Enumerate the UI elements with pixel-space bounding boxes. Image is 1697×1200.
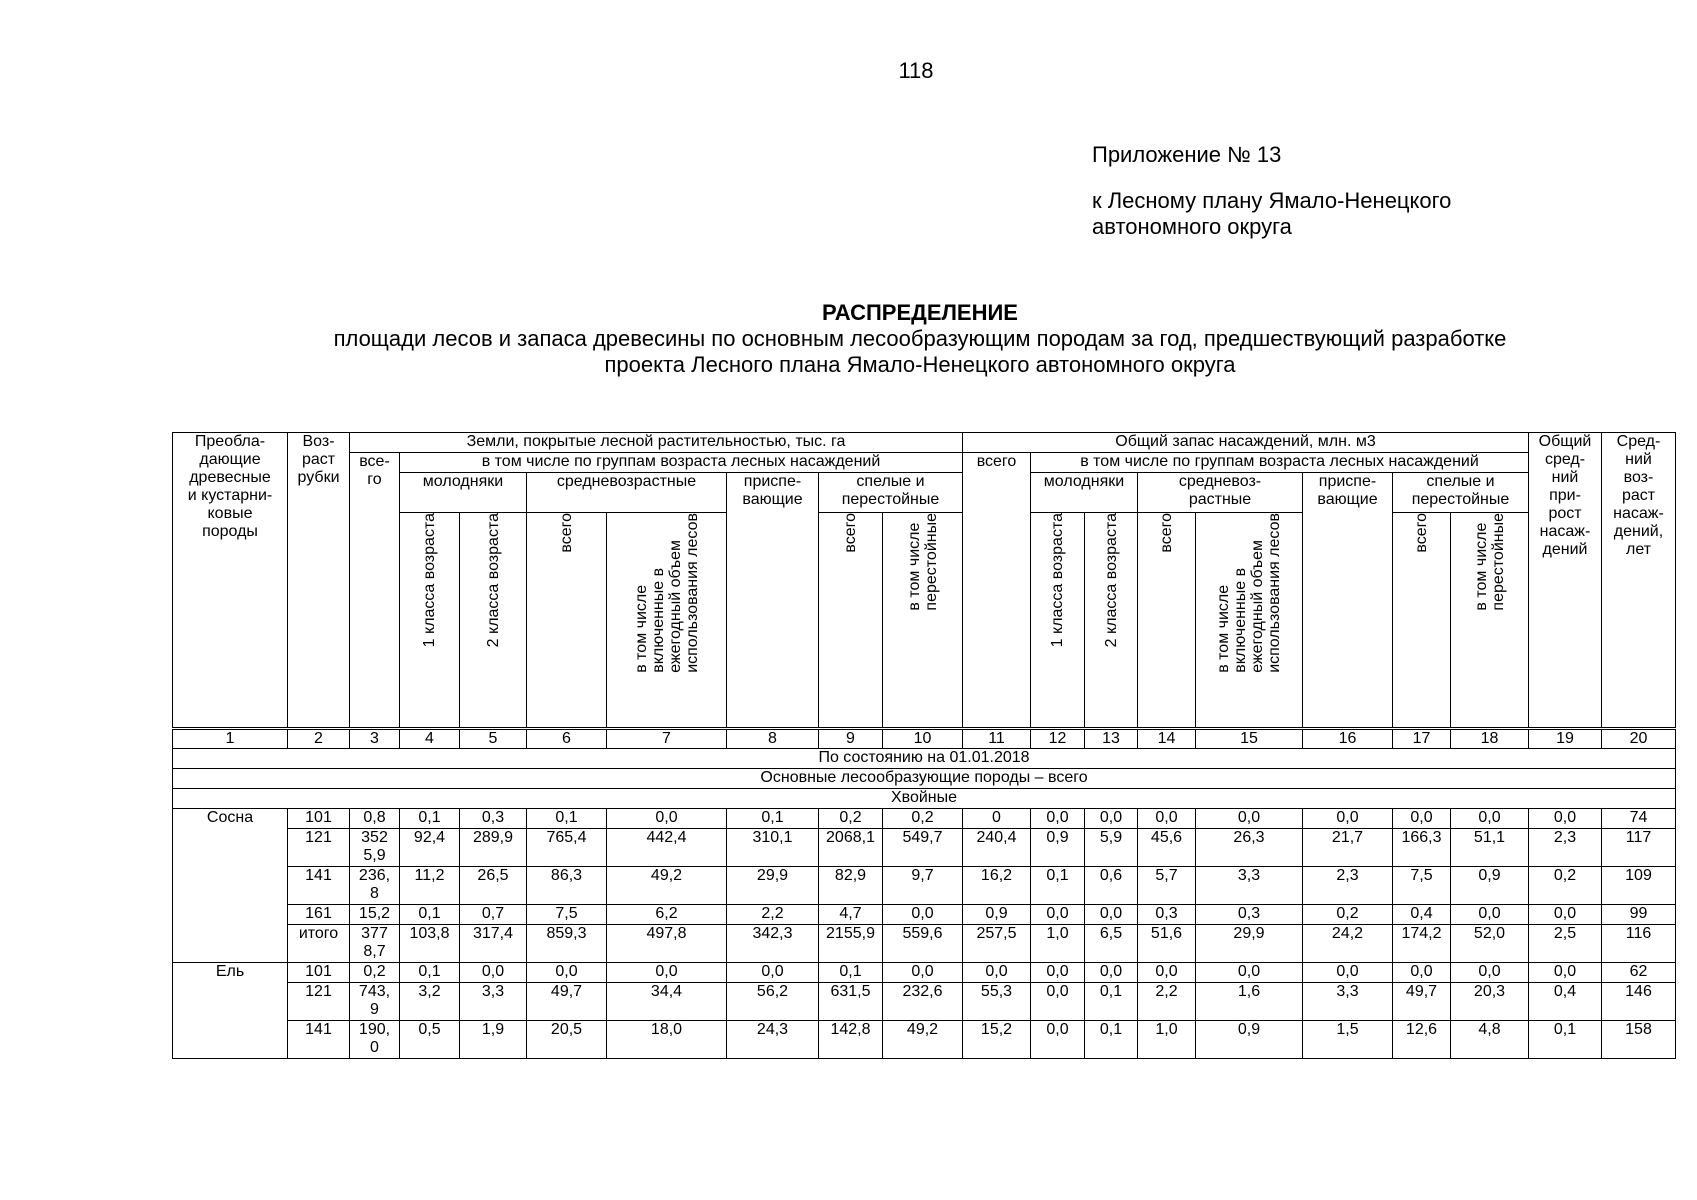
hdr-lands: Земли, покрытые лесной растительностью, тыс. га xyxy=(350,433,963,453)
species-cell: Сосна xyxy=(173,809,288,963)
table-cell: 51,6 xyxy=(1138,925,1196,963)
column-number-3: 3 xyxy=(350,729,400,749)
table-cell: 0,1 xyxy=(400,963,460,983)
hdr-ripening: приспе- вающие xyxy=(727,473,819,729)
table-cell: 0,0 xyxy=(1303,809,1393,829)
hdr-mature: спелые и перестойные xyxy=(819,473,963,513)
table-cell: 0,0 xyxy=(963,963,1031,983)
table-cell: 0,0 xyxy=(1031,983,1085,1021)
column-number-8: 8 xyxy=(727,729,819,749)
table-cell: 0,0 xyxy=(1529,809,1602,829)
table-row xyxy=(173,867,1676,905)
table-cell: 377 8,7 xyxy=(350,925,400,963)
hdr-mature-over-2: в том числе перестойные xyxy=(1451,513,1529,729)
table-cell: 11,2 xyxy=(400,867,460,905)
hdr-young-2: молодняки xyxy=(1031,473,1138,513)
hdr-class1-2: 1 класса возраста xyxy=(1031,513,1085,729)
table-row xyxy=(173,963,1676,983)
table-cell: 15,2 xyxy=(963,1021,1031,1059)
table-cell: 310,1 xyxy=(727,829,819,867)
table-cell: 0,1 xyxy=(1085,1021,1138,1059)
table-cell: 289,9 xyxy=(460,829,527,867)
column-number-10: 10 xyxy=(883,729,963,749)
column-number-18: 18 xyxy=(1451,729,1529,749)
table-cell: 103,8 xyxy=(400,925,460,963)
table-cell: 0,0 xyxy=(1529,963,1602,983)
column-number-7: 7 xyxy=(607,729,727,749)
table-row xyxy=(173,905,1676,925)
table-cell: 3,3 xyxy=(1303,983,1393,1021)
table-cell: 0,0 xyxy=(1138,963,1196,983)
page-number: 118 xyxy=(898,58,934,83)
table-cell: 559,6 xyxy=(883,925,963,963)
table-cell: 166,3 xyxy=(1393,829,1451,867)
table-cell: 743, 9 xyxy=(350,983,400,1021)
table-cell: 342,3 xyxy=(727,925,819,963)
table-cell: 0,1 xyxy=(819,963,883,983)
column-number-6: 6 xyxy=(527,729,607,749)
table-cell: 34,4 xyxy=(607,983,727,1021)
column-number-12: 12 xyxy=(1031,729,1085,749)
table-cell: 2,5 xyxy=(1529,925,1602,963)
table-cell: 3,3 xyxy=(460,983,527,1021)
column-number-16: 16 xyxy=(1303,729,1393,749)
table-cell: 121 xyxy=(288,829,350,867)
table-cell: 0,0 xyxy=(1031,963,1085,983)
table-cell: 2068,1 xyxy=(819,829,883,867)
table-cell: 317,4 xyxy=(460,925,527,963)
table-cell: 1,9 xyxy=(460,1021,527,1059)
table-cell: 0,0 xyxy=(1393,963,1451,983)
appendix-ref-line1: к Лесному плану Ямало-Ненецкого xyxy=(1092,188,1452,213)
table-cell: 5,7 xyxy=(1138,867,1196,905)
table-cell: 0,0 xyxy=(1393,809,1451,829)
title-main: РАСПРЕДЕЛЕНИЕ xyxy=(822,300,1018,325)
table-cell: 0,5 xyxy=(400,1021,460,1059)
column-number-1: 1 xyxy=(173,729,288,749)
table-cell: 3,2 xyxy=(400,983,460,1021)
table-cell: 29,9 xyxy=(727,867,819,905)
table-cell: 0,1 xyxy=(1031,867,1085,905)
column-number-20: 20 xyxy=(1602,729,1676,749)
table-cell: 4,7 xyxy=(819,905,883,925)
table-cell: 15,2 xyxy=(350,905,400,925)
table-row xyxy=(173,809,1676,829)
column-number-17: 17 xyxy=(1393,729,1451,749)
hdr-lands-groups: в том числе по группам возраста лесных насаждений xyxy=(400,453,963,473)
hdr-stock-groups: в том числе по группам возраста лесных насаждений xyxy=(1031,453,1529,473)
table-cell: 0,0 xyxy=(883,963,963,983)
table-cell: 0,7 xyxy=(460,905,527,925)
table-cell: 0,0 xyxy=(1085,809,1138,829)
hdr-lands-total: все- го xyxy=(350,453,400,729)
hdr-mature-total: всего xyxy=(819,513,883,729)
column-number-11: 11 xyxy=(963,729,1031,749)
hdr-species: Преобла- дающие древесные и кустарни- ковые породы xyxy=(173,433,288,729)
table-cell: 352 5,9 xyxy=(350,829,400,867)
table-cell: 190, 0 xyxy=(350,1021,400,1059)
table-cell: 161 xyxy=(288,905,350,925)
table-cell: 0,9 xyxy=(963,905,1031,925)
table-cell: 0,0 xyxy=(607,963,727,983)
table-cell: 3,3 xyxy=(1196,867,1303,905)
section-all-row xyxy=(173,769,1676,789)
table-cell: 0,3 xyxy=(1196,905,1303,925)
table-cell: 62 xyxy=(1602,963,1676,983)
column-number-4: 4 xyxy=(400,729,460,749)
column-number-9: 9 xyxy=(819,729,883,749)
table-cell: 0,2 xyxy=(350,963,400,983)
column-number-2: 2 xyxy=(288,729,350,749)
table-cell: 0,2 xyxy=(1529,867,1602,905)
table-cell: 0,9 xyxy=(1031,829,1085,867)
table-cell: 24,2 xyxy=(1303,925,1393,963)
table-cell: 0 xyxy=(963,809,1031,829)
table-cell: 5,9 xyxy=(1085,829,1138,867)
section-all: Основные лесообразующие породы – всего xyxy=(173,769,1676,789)
table-cell: 49,7 xyxy=(1393,983,1451,1021)
table-cell: 20,5 xyxy=(527,1021,607,1059)
table-cell: 1,0 xyxy=(1031,925,1085,963)
hdr-avg-age: Сред- ний воз- раст насаж- дений, лет xyxy=(1602,433,1676,729)
hdr-middle-incl-2: в том числе включенные в ежегодный объем использования лесов xyxy=(1196,513,1303,729)
table-cell: 0,0 xyxy=(527,963,607,983)
table-cell: 26,3 xyxy=(1196,829,1303,867)
section-conifer-row xyxy=(173,789,1676,809)
table-cell: итого xyxy=(288,925,350,963)
table-cell: 0,1 xyxy=(527,809,607,829)
table-cell: 765,4 xyxy=(527,829,607,867)
table-cell: 0,1 xyxy=(400,809,460,829)
table-cell: 0,1 xyxy=(400,905,460,925)
column-numbers-row xyxy=(173,729,1676,749)
title-sub1: площади лесов и запаса древесины по основным лесообразующим породам за год, предшествующий разработке xyxy=(333,326,1507,351)
table-cell: 2,2 xyxy=(727,905,819,925)
table-cell: 0,0 xyxy=(607,809,727,829)
hdr-class1: 1 класса возраста xyxy=(400,513,460,729)
table-cell: 21,7 xyxy=(1303,829,1393,867)
table-cell: 141 xyxy=(288,1021,350,1059)
table-cell: 0,2 xyxy=(819,809,883,829)
table-cell: 12,6 xyxy=(1393,1021,1451,1059)
table-cell: 174,2 xyxy=(1393,925,1451,963)
table-cell: 0,1 xyxy=(727,809,819,829)
table-cell: 6,5 xyxy=(1085,925,1138,963)
section-date: По состоянию на 01.01.2018 xyxy=(173,749,1676,769)
table-cell: 9,7 xyxy=(883,867,963,905)
table-cell: 257,5 xyxy=(963,925,1031,963)
table-cell: 0,0 xyxy=(1138,809,1196,829)
table-cell: 101 xyxy=(288,963,350,983)
species-cell: Ель xyxy=(173,963,288,1059)
table-cell: 20,3 xyxy=(1451,983,1529,1021)
hdr-mature-over: в том числе перестойные xyxy=(883,513,963,729)
table-cell: 240,4 xyxy=(963,829,1031,867)
table-cell: 2,2 xyxy=(1138,983,1196,1021)
table-cell: 2,3 xyxy=(1529,829,1602,867)
hdr-middle-total: всего xyxy=(527,513,607,729)
title-sub2: проекта Лесного плана Ямало-Ненецкого автономного округа xyxy=(604,352,1236,377)
table-cell: 92,4 xyxy=(400,829,460,867)
table-cell: 0,0 xyxy=(1303,963,1393,983)
table-cell: 1,5 xyxy=(1303,1021,1393,1059)
hdr-growth: Общий сред- ний при- рост насаж- дений xyxy=(1529,433,1602,729)
table-cell: 0,2 xyxy=(1303,905,1393,925)
table-cell: 0,0 xyxy=(1031,905,1085,925)
table-cell: 109 xyxy=(1602,867,1676,905)
table-cell: 0,0 xyxy=(1031,809,1085,829)
table-cell: 0,3 xyxy=(460,809,527,829)
table-cell: 549,7 xyxy=(883,829,963,867)
table-cell: 24,3 xyxy=(727,1021,819,1059)
table-cell: 0,1 xyxy=(1085,983,1138,1021)
table-cell: 236, 8 xyxy=(350,867,400,905)
table-cell: 0,0 xyxy=(883,905,963,925)
table-cell: 2155,9 xyxy=(819,925,883,963)
table-cell: 2,3 xyxy=(1303,867,1393,905)
table-cell: 7,5 xyxy=(1393,867,1451,905)
document-title xyxy=(180,300,1660,378)
table-cell: 6,2 xyxy=(607,905,727,925)
hdr-stock: Общий запас насаждений, млн. м3 xyxy=(963,433,1529,453)
hdr-middle-total-2: всего xyxy=(1138,513,1196,729)
table-cell: 0,0 xyxy=(460,963,527,983)
hdr-middle: средневозрастные xyxy=(527,473,727,513)
table-cell: 49,7 xyxy=(527,983,607,1021)
table-cell: 0,8 xyxy=(350,809,400,829)
table-cell: 4,8 xyxy=(1451,1021,1529,1059)
appendix-number: Приложение № 13 xyxy=(1092,142,1282,167)
table-cell: 0,6 xyxy=(1085,867,1138,905)
column-number-14: 14 xyxy=(1138,729,1196,749)
table-cell: 52,0 xyxy=(1451,925,1529,963)
table-cell: 0,3 xyxy=(1138,905,1196,925)
column-number-19: 19 xyxy=(1529,729,1602,749)
appendix-ref-line2: автономного округа xyxy=(1092,214,1292,239)
table-cell: 232,6 xyxy=(883,983,963,1021)
table-cell: 0,0 xyxy=(1085,963,1138,983)
table-cell: 0,0 xyxy=(1196,809,1303,829)
hdr-young: молодняки xyxy=(400,473,527,513)
table-cell: 55,3 xyxy=(963,983,1031,1021)
table-cell: 0,0 xyxy=(1529,905,1602,925)
table-cell: 0,0 xyxy=(1451,809,1529,829)
table-cell: 0,9 xyxy=(1196,1021,1303,1059)
table-row xyxy=(173,829,1676,867)
hdr-middle-incl: в том числе включенные в ежегодный объем использования лесов xyxy=(607,513,727,729)
table-cell: 121 xyxy=(288,983,350,1021)
table-cell: 0,0 xyxy=(1196,963,1303,983)
table-cell: 49,2 xyxy=(607,867,727,905)
column-number-15: 15 xyxy=(1196,729,1303,749)
section-date-row xyxy=(173,749,1676,769)
table-cell: 497,8 xyxy=(607,925,727,963)
table-cell: 99 xyxy=(1602,905,1676,925)
table-cell: 142,8 xyxy=(819,1021,883,1059)
table-cell: 141 xyxy=(288,867,350,905)
table-cell: 51,1 xyxy=(1451,829,1529,867)
hdr-class2: 2 класса возраста xyxy=(460,513,527,729)
table-cell: 86,3 xyxy=(527,867,607,905)
table-cell: 16,2 xyxy=(963,867,1031,905)
hdr-mature-2: спелые и перестойные xyxy=(1393,473,1529,513)
table-cell: 442,4 xyxy=(607,829,727,867)
table-cell: 0,0 xyxy=(1451,963,1529,983)
table-cell: 74 xyxy=(1602,809,1676,829)
hdr-class2-2: 2 класса возраста xyxy=(1085,513,1138,729)
table-cell: 101 xyxy=(288,809,350,829)
table-cell: 18,0 xyxy=(607,1021,727,1059)
table-cell: 158 xyxy=(1602,1021,1676,1059)
table-row xyxy=(173,925,1676,963)
table-cell: 0,9 xyxy=(1451,867,1529,905)
table-cell: 82,9 xyxy=(819,867,883,905)
table-cell: 0,4 xyxy=(1529,983,1602,1021)
table-cell: 1,6 xyxy=(1196,983,1303,1021)
table-cell: 56,2 xyxy=(727,983,819,1021)
column-number-5: 5 xyxy=(460,729,527,749)
table-cell: 0,4 xyxy=(1393,905,1451,925)
table-cell: 49,2 xyxy=(883,1021,963,1059)
section-conifer: Хвойные xyxy=(173,789,1676,809)
table-cell: 0,0 xyxy=(1031,1021,1085,1059)
table-cell: 26,5 xyxy=(460,867,527,905)
table-cell: 45,6 xyxy=(1138,829,1196,867)
appendix-block xyxy=(1092,142,1451,240)
hdr-mature-total-2: всего xyxy=(1393,513,1451,729)
table-cell: 0,0 xyxy=(727,963,819,983)
table-cell: 1,0 xyxy=(1138,1021,1196,1059)
table-cell: 0,2 xyxy=(883,809,963,829)
distribution-table xyxy=(172,432,1676,1059)
table-cell: 117 xyxy=(1602,829,1676,867)
table-cell: 0,0 xyxy=(1085,905,1138,925)
hdr-age: Воз- раст рубки xyxy=(288,433,350,729)
column-number-13: 13 xyxy=(1085,729,1138,749)
table-cell: 631,5 xyxy=(819,983,883,1021)
table-row xyxy=(173,983,1676,1021)
table-row xyxy=(173,1021,1676,1059)
table-cell: 0,1 xyxy=(1529,1021,1602,1059)
hdr-stock-total: всего xyxy=(963,453,1031,729)
table-cell: 0,0 xyxy=(1451,905,1529,925)
table-cell: 146 xyxy=(1602,983,1676,1021)
table-cell: 7,5 xyxy=(527,905,607,925)
table-cell: 116 xyxy=(1602,925,1676,963)
hdr-ripening-2: приспе- вающие xyxy=(1303,473,1393,729)
hdr-middle-2: средневоз- растные xyxy=(1138,473,1303,513)
table-cell: 29,9 xyxy=(1196,925,1303,963)
table-cell: 859,3 xyxy=(527,925,607,963)
